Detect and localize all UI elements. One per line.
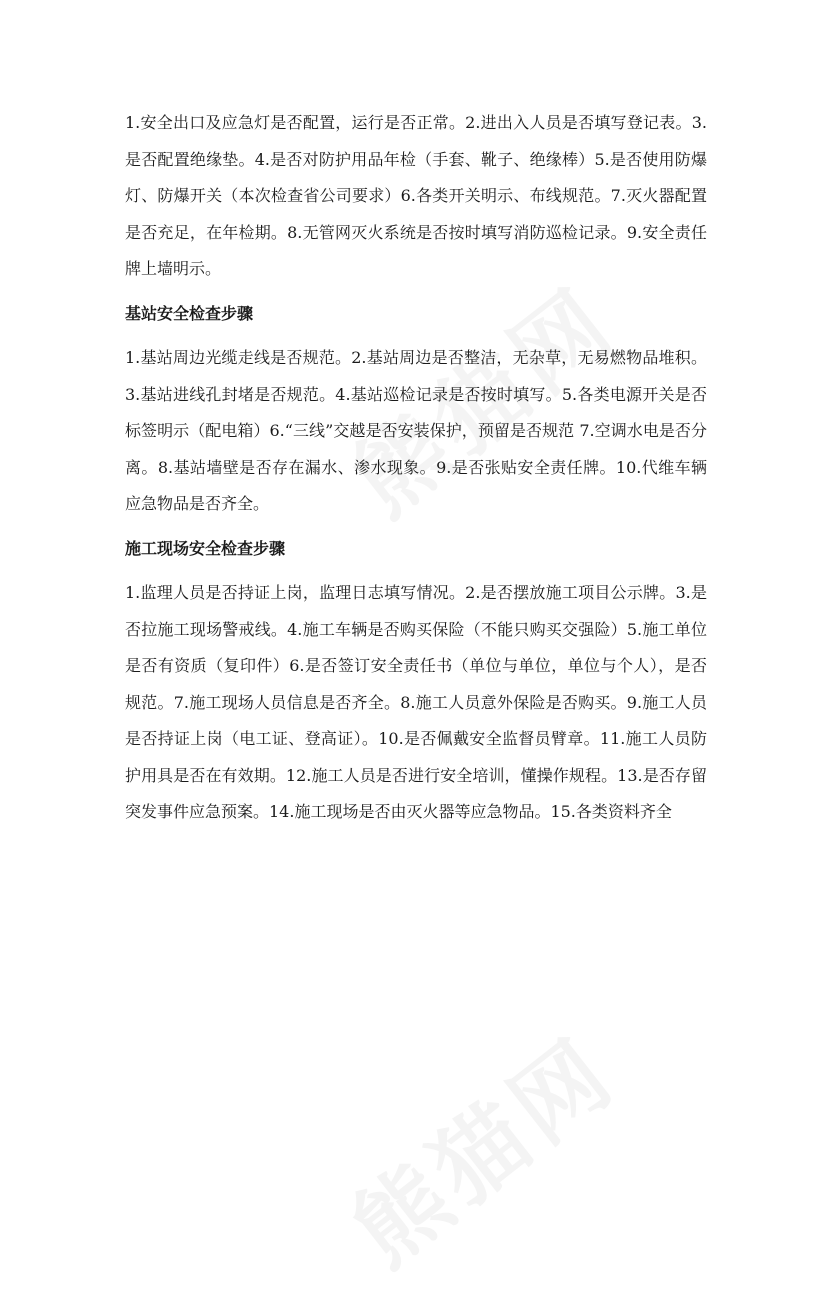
document-page [125, 105, 707, 831]
paragraph-construction-site-check: 1.监理人员是否持证上岗，监理日志填写情况。2.是否摆放施工项目公示牌。3.是否拉施工现场警戒线。4.施工车辆是否购买保险（不能只购买交强险）5.施工单位是否有资质（复印件）6.是否签订安全责任书（单位与单位，单位与个人），是否规范。7.施工现场人员信息是否齐全。8.施工人员意外保险是否购买。9.施工人员是否持证上岗（电工证、登高证）。10.是否佩戴安全监督员臂章。11.施工人员防护用具是否在有效期。12.施工人员是否进行安全培训，懂操作规程。13.是否存留突发事件应急预案。14.施工现场是否由灭火器等应急物品。15.各类资料齐全 [125, 583, 707, 821]
paragraph-safety-facility: 1.安全出口及应急灯是否配置，运行是否正常。2.进出入人员是否填写登记表。3.是否配置绝缘垫。4.是否对防护用品年检（手套、靴子、绝缘棒）5.是否使用防爆灯、防爆开关（本次检查省公司要求）6.各类开关明示、布线规范。7.灭火器配置是否充足，在年检期。8.无管网灭火系统是否按时填写消防巡检记录。9.安全责任牌上墙明示。 [125, 113, 707, 278]
heading-construction-site-check: 施工现场安全检查步骤 [125, 538, 286, 558]
paragraph-base-station-check: 1.基站周边光缆走线是否规范。2.基站周边是否整洁，无杂草，无易燃物品堆积。3.基站进线孔封堵是否规范。4.基站巡检记录是否按时填写。5.各类电源开关是否标签明示（配电箱）6.“三线”交越是否安装保护，预留是否规范 7.空调水电是否分离。8.基站墙壁是否存在漏水、渗水现象。9.是否张贴安全责任牌。10.代维车辆应急物品是否齐全。 [125, 348, 707, 513]
heading-base-station-check: 基站安全检查步骤 [125, 303, 254, 323]
watermark-bottom [321, 1002, 639, 1290]
